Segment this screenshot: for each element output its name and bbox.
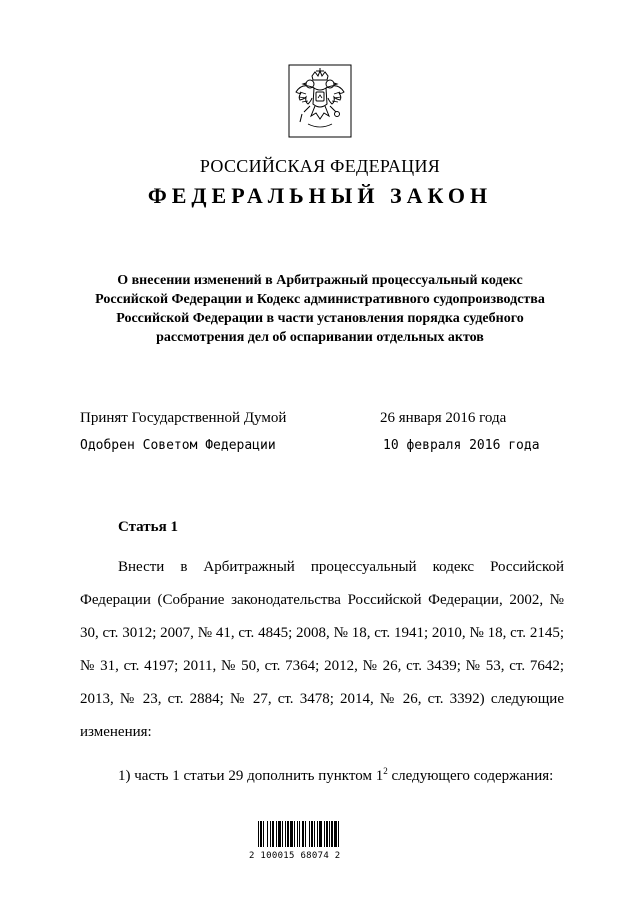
law-title: О внесении изменений в Арбитражный процессуальный кодекс Российской Федерации и Кодекс административного судопроизводства Российской Федерации в части установления порядка судебного рассмотрения дел об оспаривании отдельных актов [95,273,545,345]
article-heading: Статья 1 [118,519,178,535]
approved-council-date: 10 февраля 2016 года [383,438,540,453]
russian-coat-of-arms-icon [288,64,352,138]
document-type-heading: ФЕДЕРАЛЬНЫЙ ЗАКОН [147,183,493,208]
barcode-number: 2 100015 68074 2 [249,851,341,861]
article-paragraph: Внести в Арбитражный процессуальный кодекс Российской Федерации (Собрание законодательства Российской Федерации, 2002, № 30, ст. 3012; 2007, № 41, ст. 4845; 2008, № 18, ст. 1941; 2010, № 18, ст. 2145; № 31, ст. 4197; 2011, № 50, ст. 7364; 2012, № 26, ст. 3439; № 53, ст. 7642; 2013, № 23, ст. 2884; № 27, ст. 3478; 2014, № 26, ст. 3392) следующие изменения: [80,559,564,740]
list-item [118,766,553,785]
adopted-duma-date: 26 января 2016 года [380,410,507,426]
adopted-duma-label: Принят Государственной Думой [80,410,287,426]
item-tail: следующего содержания: [387,768,554,784]
article-body [80,551,564,749]
country-heading: РОССИЙСКАЯ ФЕДЕРАЦИЯ [199,156,441,176]
approved-council-label: Одобрен Советом Федерации [80,438,276,453]
item-superscript: 2 [383,766,388,776]
item-text: 1) часть 1 статьи 29 дополнить пунктом 1 [118,768,384,784]
